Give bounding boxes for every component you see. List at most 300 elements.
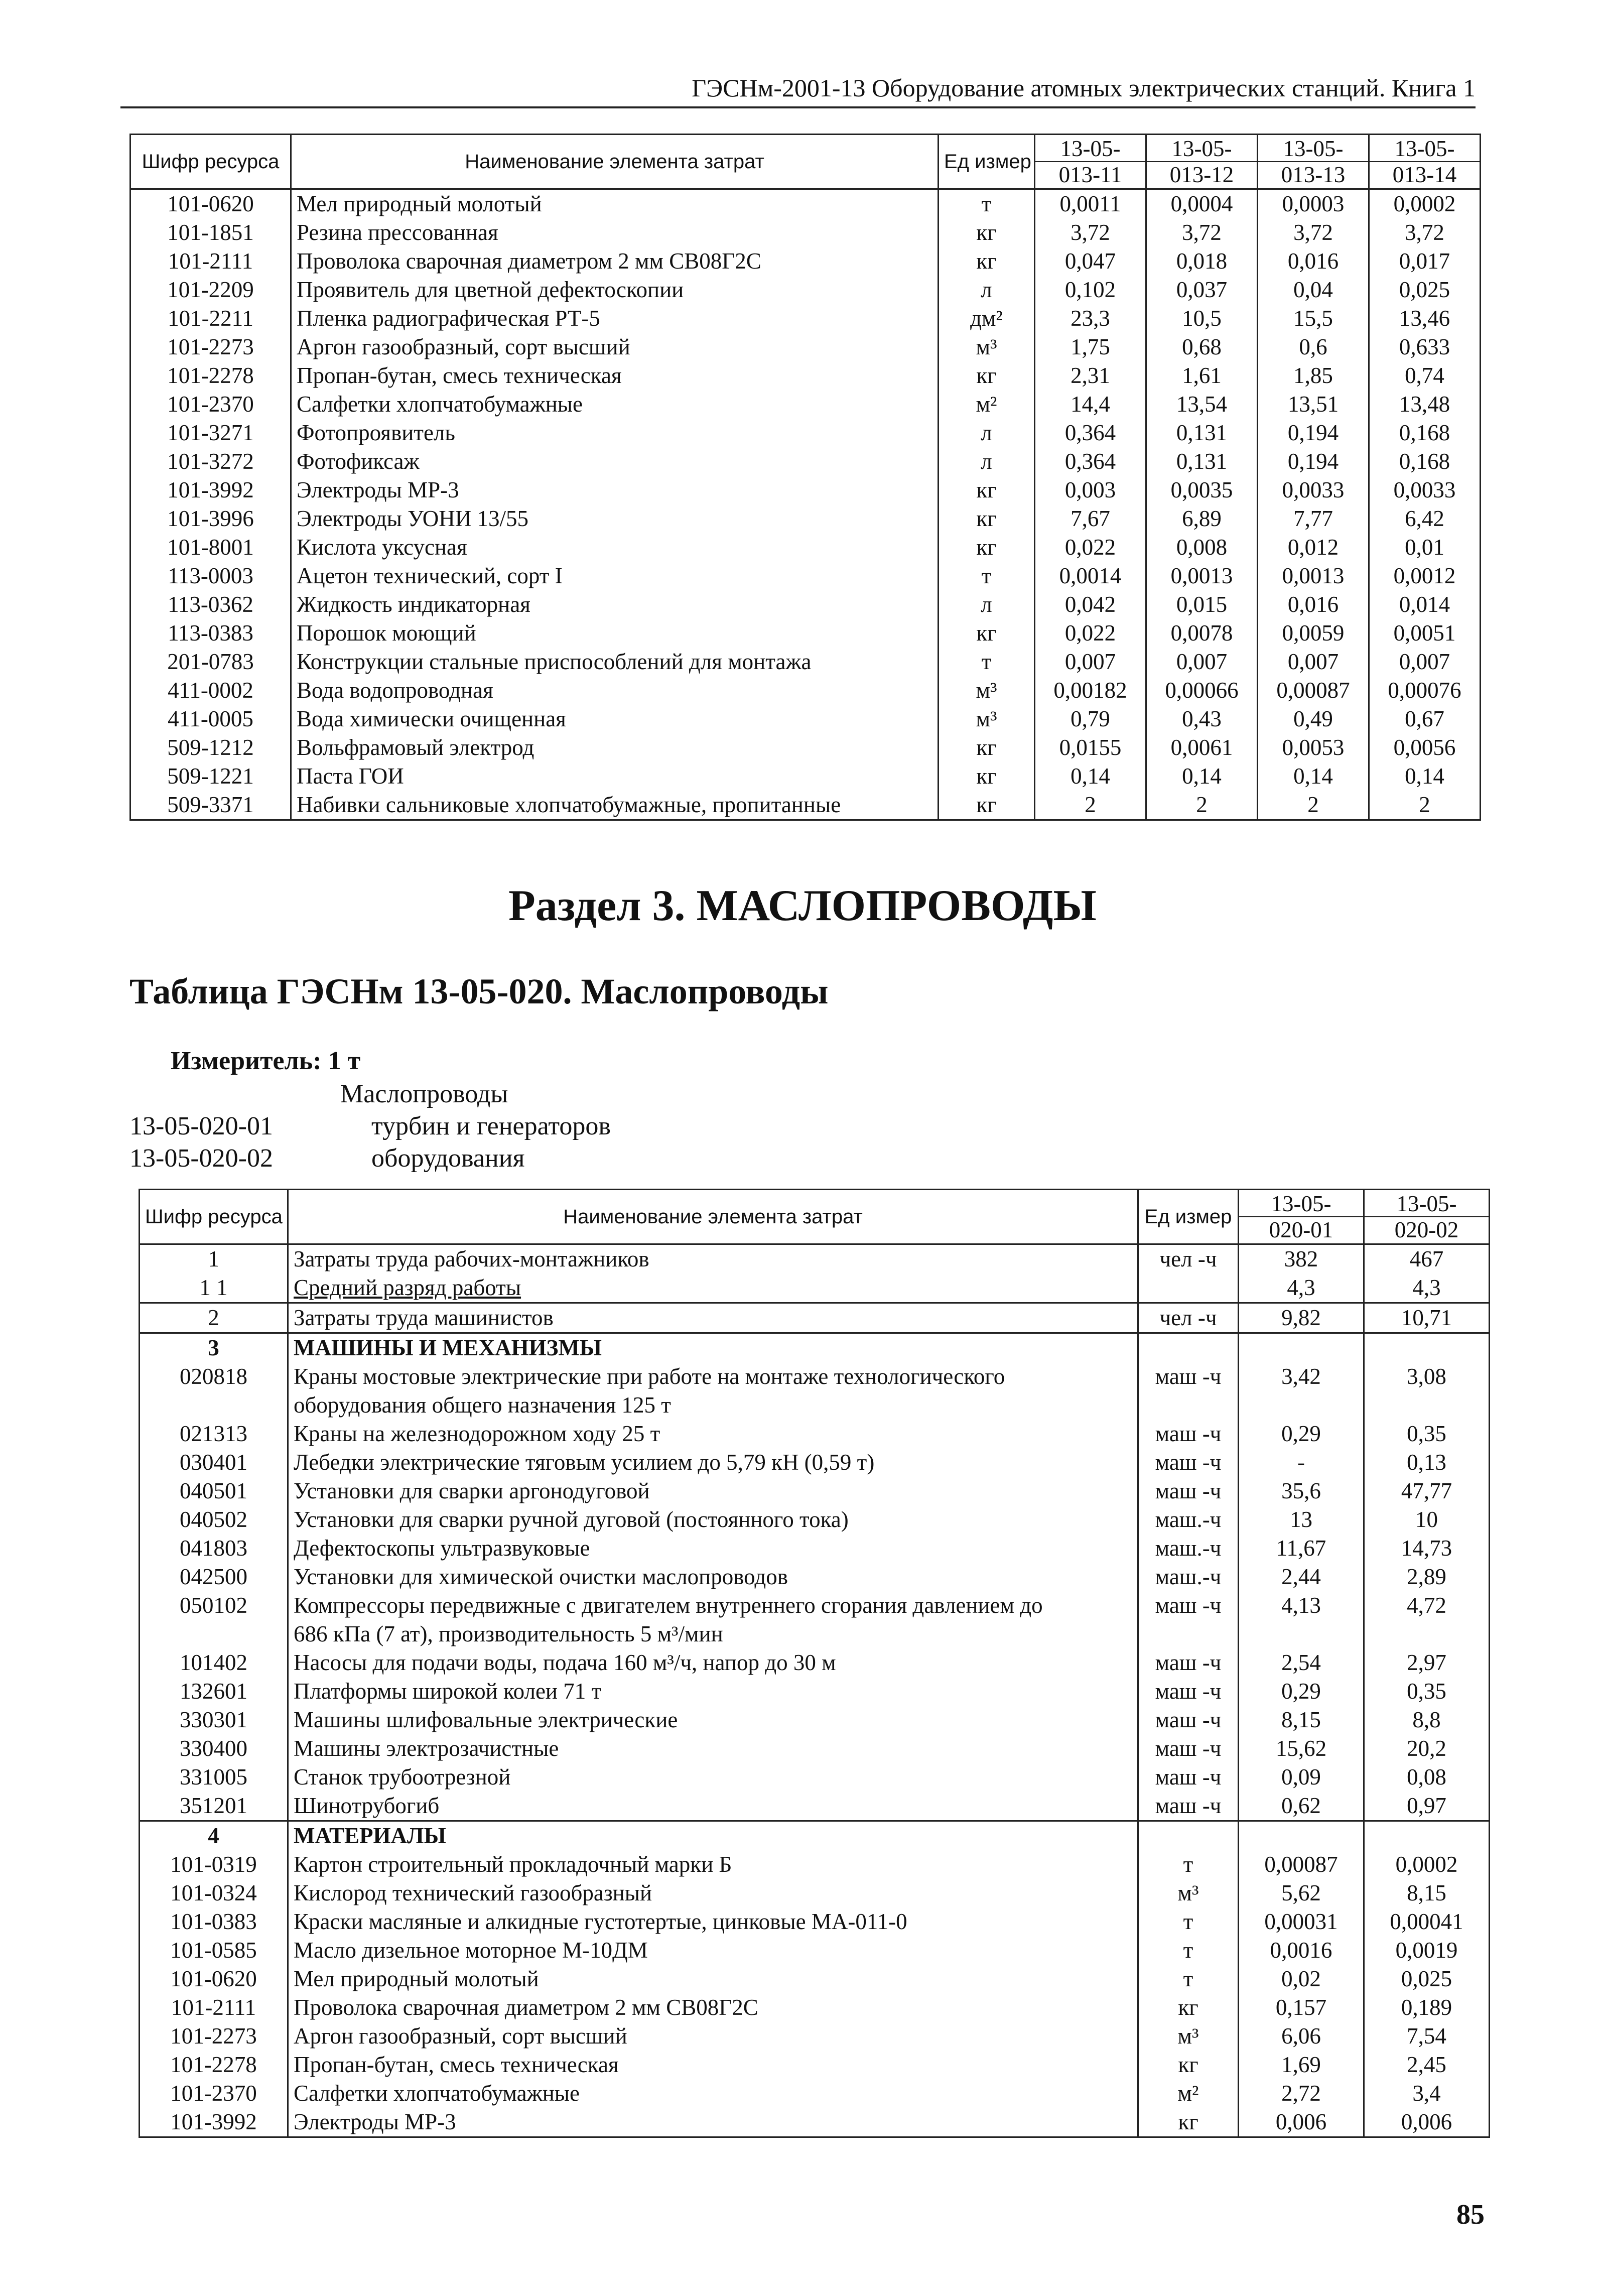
table-row <box>140 1244 1490 1274</box>
table-title: Таблица ГЭСНм 13-05-020. Маслопроводы <box>129 971 829 1011</box>
resource-name: Конструкции стальные приспособлений для монтажа <box>291 648 939 676</box>
resource-code: 101-3992 <box>140 2108 288 2137</box>
resource-code: 351201 <box>140 1792 288 1821</box>
table-row <box>140 1648 1490 1677</box>
norm-value: 2,89 <box>1364 1563 1490 1591</box>
norm-code-top: 13-05- <box>1060 136 1121 161</box>
resource-unit: маш -ч <box>1138 1734 1239 1763</box>
resource-unit: м³ <box>939 333 1035 361</box>
norm-value: 0,68 <box>1146 333 1258 361</box>
resource-unit: маш -ч <box>1138 1362 1239 1420</box>
resource-name-line: МАШИНЫ И МЕХАНИЗМЫ <box>294 1335 602 1360</box>
norm-value: 0,0014 <box>1035 562 1146 590</box>
norm-value: 0,14 <box>1258 762 1369 791</box>
column-header-norm-2 <box>1146 135 1258 189</box>
table-row <box>130 447 1481 476</box>
resource-code: 509-1212 <box>130 733 291 762</box>
resource-code: 330400 <box>140 1734 288 1763</box>
table-row <box>140 1993 1490 2022</box>
resource-name <box>288 2051 1138 2079</box>
resource-name: Проволока сварочная диаметром 2 мм СВ08Г2С <box>291 247 939 276</box>
resource-name-line: Дефектоскопы ультразвуковые <box>294 1536 590 1561</box>
page-number: 85 <box>1456 2199 1485 2230</box>
norm-value: 13,48 <box>1369 390 1481 419</box>
resource-unit: м³ <box>1138 2022 1239 2051</box>
resource-unit: кг <box>1138 1993 1239 2022</box>
resource-name-line: Электроды МР-3 <box>294 2109 456 2134</box>
resource-unit: т <box>1138 1965 1239 1993</box>
norm-value: 0,43 <box>1146 705 1258 733</box>
resource-unit: м³ <box>1138 1879 1239 1907</box>
table-row <box>130 476 1481 504</box>
resource-name: Электроды УОНИ 13/55 <box>291 504 939 533</box>
norm-value: 9,82 <box>1239 1303 1364 1333</box>
norm-value <box>1239 1333 1364 1363</box>
resource-name <box>288 1850 1138 1879</box>
resource-unit: дм² <box>939 304 1035 333</box>
resource-name <box>288 1477 1138 1505</box>
norm-value: 4,3 <box>1239 1273 1364 1303</box>
norm-code-top: 13-05- <box>1396 1191 1457 1216</box>
resource-unit: маш -ч <box>1138 1677 1239 1706</box>
resource-name <box>288 1763 1138 1792</box>
norm-value: 14,4 <box>1035 390 1146 419</box>
resource-name <box>288 1706 1138 1734</box>
resource-name <box>288 1362 1138 1420</box>
norm-value <box>1239 1821 1364 1851</box>
norm-code-bottom: 020-01 <box>1239 1216 1363 1242</box>
norm-value: 0,025 <box>1364 1965 1490 1993</box>
norm-value: 0,0002 <box>1364 1850 1490 1879</box>
norm-value: 2,44 <box>1239 1563 1364 1591</box>
norm-value: 0,017 <box>1369 247 1481 276</box>
resource-code: 101-2209 <box>130 276 291 304</box>
norm-value: 0,007 <box>1035 648 1146 676</box>
norm-value: 0,0012 <box>1369 562 1481 590</box>
resource-unit: т <box>939 562 1035 590</box>
resource-code: 509-3371 <box>130 791 291 820</box>
norm-value: 0,007 <box>1258 648 1369 676</box>
norm-value: 4,3 <box>1364 1273 1490 1303</box>
resource-unit: кг <box>939 533 1035 562</box>
column-header-norm-4 <box>1369 135 1481 189</box>
norm-value: 6,89 <box>1146 504 1258 533</box>
table-row <box>140 1879 1490 1907</box>
column-header-name: Наименование элемента затрат <box>291 135 939 189</box>
norm-value: 0,189 <box>1364 1993 1490 2022</box>
table-row <box>130 304 1481 333</box>
resource-unit: м³ <box>939 676 1035 705</box>
resource-unit: л <box>939 447 1035 476</box>
resource-code: 101-2111 <box>140 1993 288 2022</box>
resource-name <box>288 1273 1138 1303</box>
resource-code: 101-2111 <box>130 247 291 276</box>
resource-code: 113-0003 <box>130 562 291 590</box>
norm-value: 2 <box>1258 791 1369 820</box>
section-title: Раздел 3. МАСЛОПРОВОДЫ <box>508 881 1097 930</box>
resource-unit: кг <box>939 733 1035 762</box>
norm-code-bottom: 013-14 <box>1370 161 1480 187</box>
norm-value: 0,6 <box>1258 333 1369 361</box>
resource-unit: маш -ч <box>1138 1792 1239 1821</box>
resource-unit <box>1138 1821 1239 1851</box>
resource-table-body <box>130 189 1481 820</box>
resource-table-13-05-013 <box>129 134 1481 821</box>
norm-value: 0,0061 <box>1146 733 1258 762</box>
norm-value: 0,0004 <box>1146 189 1258 219</box>
resource-name-line: Шинотрубогиб <box>294 1793 440 1818</box>
table-row <box>130 676 1481 705</box>
norm-code-top: 13-05- <box>1271 1191 1331 1216</box>
norm-value: 0,016 <box>1258 247 1369 276</box>
resource-code: 101-0319 <box>140 1850 288 1879</box>
running-header: ГЭСНм-2001-13 Оборудование атомных электрических станций. Книга 1 <box>120 69 1476 108</box>
norm-value: 1,75 <box>1035 333 1146 361</box>
table-row <box>140 1303 1490 1333</box>
resource-table-body <box>140 1244 1490 2137</box>
norm-code-bottom: 013-12 <box>1147 161 1257 187</box>
norm-value: 0,633 <box>1369 333 1481 361</box>
resource-unit: м³ <box>939 705 1035 733</box>
norm-value: 13,51 <box>1258 390 1369 419</box>
table-row <box>140 1534 1490 1563</box>
resource-unit: маш.-ч <box>1138 1505 1239 1534</box>
norm-value: 8,8 <box>1364 1706 1490 1734</box>
norm-value: 0,003 <box>1035 476 1146 504</box>
resource-name: Резина прессованная <box>291 218 939 247</box>
resource-name-line: Краны на железнодорожном ходу 25 т <box>294 1421 660 1446</box>
norm-value: 6,06 <box>1239 2022 1364 2051</box>
norm-value: 0,29 <box>1239 1420 1364 1448</box>
norm-value: 0,00041 <box>1364 1907 1490 1936</box>
resource-name: Салфетки хлопчатобумажные <box>291 390 939 419</box>
resource-unit: кг <box>939 504 1035 533</box>
norm-value: 0,007 <box>1369 648 1481 676</box>
table-row <box>140 1362 1490 1420</box>
norm-value: 23,3 <box>1035 304 1146 333</box>
resource-code: 021313 <box>140 1420 288 1448</box>
resource-unit: чел -ч <box>1138 1303 1239 1333</box>
resource-name-line: Кислород технический газообразный <box>294 1880 652 1905</box>
meter-label: Измеритель: <box>171 1047 322 1075</box>
norm-value: 0,0033 <box>1369 476 1481 504</box>
table-row <box>140 1821 1490 1851</box>
resource-name: Фотопроявитель <box>291 419 939 447</box>
table-row <box>130 705 1481 733</box>
norm-value: 3,72 <box>1035 218 1146 247</box>
norm-value: 0,018 <box>1146 247 1258 276</box>
resource-code: 3 <box>140 1333 288 1363</box>
resource-name-line: Средний разряд работы <box>294 1275 521 1300</box>
resource-name-line: Станок трубоотрезной <box>294 1764 511 1790</box>
norm-code-top: 13-05- <box>1283 136 1344 161</box>
norm-value: 0,015 <box>1146 590 1258 619</box>
resource-name <box>288 1792 1138 1821</box>
resource-name <box>288 1303 1138 1333</box>
resource-name-line: Лебедки электрические тяговым усилием до 5,79 кН (0,59 т) <box>294 1450 875 1475</box>
norm-value: 0,0155 <box>1035 733 1146 762</box>
resource-unit: маш.-ч <box>1138 1534 1239 1563</box>
norm-value: 8,15 <box>1364 1879 1490 1907</box>
norm-value: 3,72 <box>1258 218 1369 247</box>
norm-value: 5,62 <box>1239 1879 1364 1907</box>
table-row <box>140 1792 1490 1821</box>
resource-unit: т <box>1138 1850 1239 1879</box>
table-row <box>140 1333 1490 1363</box>
resource-name: Мел природный молотый <box>291 189 939 219</box>
resource-name: Ацетон технический, сорт I <box>291 562 939 590</box>
norm-value: 0,00076 <box>1369 676 1481 705</box>
norm-value: 0,0003 <box>1258 189 1369 219</box>
norm-value: 0,35 <box>1364 1420 1490 1448</box>
resource-name-line: Проволока сварочная диаметром 2 мм СВ08Г2С <box>294 1995 758 2020</box>
norm-value: 0,047 <box>1035 247 1146 276</box>
norm-value: 0,04 <box>1258 276 1369 304</box>
resource-unit: маш -ч <box>1138 1448 1239 1477</box>
table-row <box>140 1734 1490 1763</box>
norm-value: 4,72 <box>1364 1591 1490 1648</box>
resource-name <box>288 1505 1138 1534</box>
norm-value: 2,45 <box>1364 2051 1490 2079</box>
norm-value: 10 <box>1364 1505 1490 1534</box>
norm-value: 10,71 <box>1364 1303 1490 1333</box>
resource-name <box>288 2022 1138 2051</box>
resource-code: 1 <box>140 1244 288 1274</box>
resource-name: Вода химически очищенная <box>291 705 939 733</box>
table-row <box>130 419 1481 447</box>
resource-unit <box>1138 1273 1239 1303</box>
column-header-norm-3 <box>1258 135 1369 189</box>
norm-value: 0,0013 <box>1258 562 1369 590</box>
meter-group: Маслопроводы <box>340 1080 508 1108</box>
norm-value: 3,72 <box>1146 218 1258 247</box>
resource-name-line: Установки для сварки ручной дуговой (постоянного тока) <box>294 1507 849 1532</box>
resource-code: 101-3272 <box>130 447 291 476</box>
norm-value: 0,00066 <box>1146 676 1258 705</box>
resource-name <box>288 1648 1138 1677</box>
norm-value: 15,5 <box>1258 304 1369 333</box>
column-header-code: Шифр ресурса <box>130 135 291 189</box>
norm-value: 0,0059 <box>1258 619 1369 648</box>
norm-value: 0,35 <box>1364 1677 1490 1706</box>
resource-code: 113-0362 <box>130 590 291 619</box>
resource-code: 040501 <box>140 1477 288 1505</box>
norm-value: 14,73 <box>1364 1534 1490 1563</box>
column-header-norm-1 <box>1239 1190 1364 1244</box>
norm-value: 13,54 <box>1146 390 1258 419</box>
resource-name <box>288 1965 1138 1993</box>
norm-value: 2 <box>1035 791 1146 820</box>
resource-name: Паста ГОИ <box>291 762 939 791</box>
norm-value: 13,46 <box>1369 304 1481 333</box>
norm-value: 0,022 <box>1035 619 1146 648</box>
resource-unit: м² <box>939 390 1035 419</box>
norm-value: 0,08 <box>1364 1763 1490 1792</box>
norm-value: 0,194 <box>1258 447 1369 476</box>
norm-value: 0,016 <box>1258 590 1369 619</box>
norm-value: 0,006 <box>1364 2108 1490 2137</box>
resource-code: 040502 <box>140 1505 288 1534</box>
resource-name <box>288 1448 1138 1477</box>
table-row <box>130 504 1481 533</box>
resource-name-line: Машины электрозачистные <box>294 1736 559 1761</box>
resource-name <box>288 1333 1138 1363</box>
resource-name: Фотофиксаж <box>291 447 939 476</box>
resource-unit: л <box>939 419 1035 447</box>
meter-item-code: 13-05-020-01 <box>129 1112 273 1140</box>
norm-value: 0,025 <box>1369 276 1481 304</box>
resource-name-line: Затраты труда рабочих-монтажников <box>294 1246 649 1271</box>
norm-value: 0,49 <box>1258 705 1369 733</box>
resource-name-line: МАТЕРИАЛЫ <box>294 1823 446 1848</box>
norm-value: 13 <box>1239 1505 1364 1534</box>
norm-value: 8,15 <box>1239 1706 1364 1734</box>
resource-name <box>288 1879 1138 1907</box>
table-row <box>130 590 1481 619</box>
norm-value: 0,0053 <box>1258 733 1369 762</box>
resource-unit: кг <box>939 476 1035 504</box>
norm-value: 0,008 <box>1146 533 1258 562</box>
column-header-norm-1 <box>1035 135 1146 189</box>
norm-value: 1,85 <box>1258 361 1369 390</box>
table-row <box>140 1477 1490 1505</box>
resource-unit: маш -ч <box>1138 1420 1239 1448</box>
resource-name: Порошок моющий <box>291 619 939 648</box>
norm-value: 10,5 <box>1146 304 1258 333</box>
norm-value: 0,00087 <box>1239 1850 1364 1879</box>
resource-code: 331005 <box>140 1763 288 1792</box>
resource-name <box>288 1734 1138 1763</box>
table-row <box>130 361 1481 390</box>
resource-name: Набивки сальниковые хлопчатобумажные, пропитанные <box>291 791 939 820</box>
resource-code: 411-0002 <box>130 676 291 705</box>
resource-name <box>288 1907 1138 1936</box>
resource-name <box>288 1993 1138 2022</box>
norm-value: 0,0056 <box>1369 733 1481 762</box>
resource-name <box>288 1677 1138 1706</box>
table-header-row <box>130 135 1481 189</box>
resource-code: 4 <box>140 1821 288 1851</box>
resource-unit: маш -ч <box>1138 1591 1239 1648</box>
norm-value: 15,62 <box>1239 1734 1364 1763</box>
norm-value: 2,72 <box>1239 2079 1364 2108</box>
resource-unit: кг <box>1138 2108 1239 2137</box>
norm-value <box>1364 1333 1490 1363</box>
norm-value: 47,77 <box>1364 1477 1490 1505</box>
resource-unit <box>1138 1333 1239 1363</box>
resource-unit: м² <box>1138 2079 1239 2108</box>
norm-value: 7,67 <box>1035 504 1146 533</box>
resource-code: 050102 <box>140 1591 288 1648</box>
table-row <box>130 189 1481 219</box>
resource-name <box>288 1936 1138 1965</box>
resource-unit: кг <box>939 791 1035 820</box>
norm-value: 3,08 <box>1364 1362 1490 1420</box>
norm-value: 0,007 <box>1146 648 1258 676</box>
resource-code: 101-2370 <box>130 390 291 419</box>
resource-unit: л <box>939 276 1035 304</box>
table-row <box>140 1907 1490 1936</box>
table-row <box>130 648 1481 676</box>
table-row <box>130 247 1481 276</box>
table-row <box>130 218 1481 247</box>
norm-value: - <box>1239 1448 1364 1477</box>
resource-unit: кг <box>939 247 1035 276</box>
resource-code: 101-3271 <box>130 419 291 447</box>
resource-unit: маш -ч <box>1138 1648 1239 1677</box>
resource-name-line: Аргон газообразный, сорт высший <box>294 2023 627 2049</box>
norm-value: 0,194 <box>1258 419 1369 447</box>
resource-name <box>288 1534 1138 1563</box>
resource-name: Вольфрамовый электрод <box>291 733 939 762</box>
resource-code: 101-2370 <box>140 2079 288 2108</box>
resource-unit: т <box>939 189 1035 219</box>
norm-value: 0,0002 <box>1369 189 1481 219</box>
resource-name: Жидкость индикаторная <box>291 590 939 619</box>
norm-value: 7,77 <box>1258 504 1369 533</box>
norm-value: 2,31 <box>1035 361 1146 390</box>
resource-name-line: Платформы широкой колеи 71 т <box>294 1679 602 1704</box>
resource-code: 101402 <box>140 1648 288 1677</box>
table-row <box>140 1677 1490 1706</box>
norm-value: 0,79 <box>1035 705 1146 733</box>
resource-unit: кг <box>939 762 1035 791</box>
norm-value: 2,54 <box>1239 1648 1364 1677</box>
norm-value: 382 <box>1239 1244 1364 1274</box>
resource-code: 101-2211 <box>130 304 291 333</box>
resource-name <box>288 1563 1138 1591</box>
resource-code: 101-3992 <box>130 476 291 504</box>
norm-value: 35,6 <box>1239 1477 1364 1505</box>
norm-value: 0,364 <box>1035 447 1146 476</box>
table-row <box>140 2022 1490 2051</box>
norm-value: 0,131 <box>1146 419 1258 447</box>
norm-code-top: 13-05- <box>1394 136 1455 161</box>
resource-code: 042500 <box>140 1563 288 1591</box>
table-row <box>130 562 1481 590</box>
norm-value <box>1364 1821 1490 1851</box>
resource-name-line: оборудования общего назначения 125 т <box>294 1392 671 1418</box>
norm-value: 0,13 <box>1364 1448 1490 1477</box>
table-row <box>140 2079 1490 2108</box>
column-header-code: Шифр ресурса <box>140 1190 288 1244</box>
resource-code: 411-0005 <box>130 705 291 733</box>
column-header-unit: Ед измер <box>939 135 1035 189</box>
norm-value: 20,2 <box>1364 1734 1490 1763</box>
norm-value: 4,13 <box>1239 1591 1364 1648</box>
resource-name-line: Установки для химической очистки маслопроводов <box>294 1564 788 1589</box>
table-row <box>140 1965 1490 1993</box>
table-row <box>130 791 1481 820</box>
resource-name-line: Установки для сварки аргонодуговой <box>294 1478 650 1503</box>
resource-name: Пленка радиографическая РТ-5 <box>291 304 939 333</box>
resource-code: 101-0620 <box>140 1965 288 1993</box>
resource-code: 330301 <box>140 1706 288 1734</box>
column-header-norm-2 <box>1364 1190 1490 1244</box>
norm-value: 0,62 <box>1239 1792 1364 1821</box>
resource-unit: кг <box>939 619 1035 648</box>
resource-name-line: Масло дизельное моторное М-10ДМ <box>294 1938 648 1963</box>
resource-code: 030401 <box>140 1448 288 1477</box>
resource-unit: т <box>1138 1936 1239 1965</box>
table-row <box>130 619 1481 648</box>
resource-name: Вода водопроводная <box>291 676 939 705</box>
resource-name: Электроды МР-3 <box>291 476 939 504</box>
resource-name-line: Краски масляные и алкидные густотертые, цинковые МА-011-0 <box>294 1909 907 1934</box>
resource-unit: маш -ч <box>1138 1763 1239 1792</box>
norm-value: 0,02 <box>1239 1965 1364 1993</box>
resource-code: 201-0783 <box>130 648 291 676</box>
